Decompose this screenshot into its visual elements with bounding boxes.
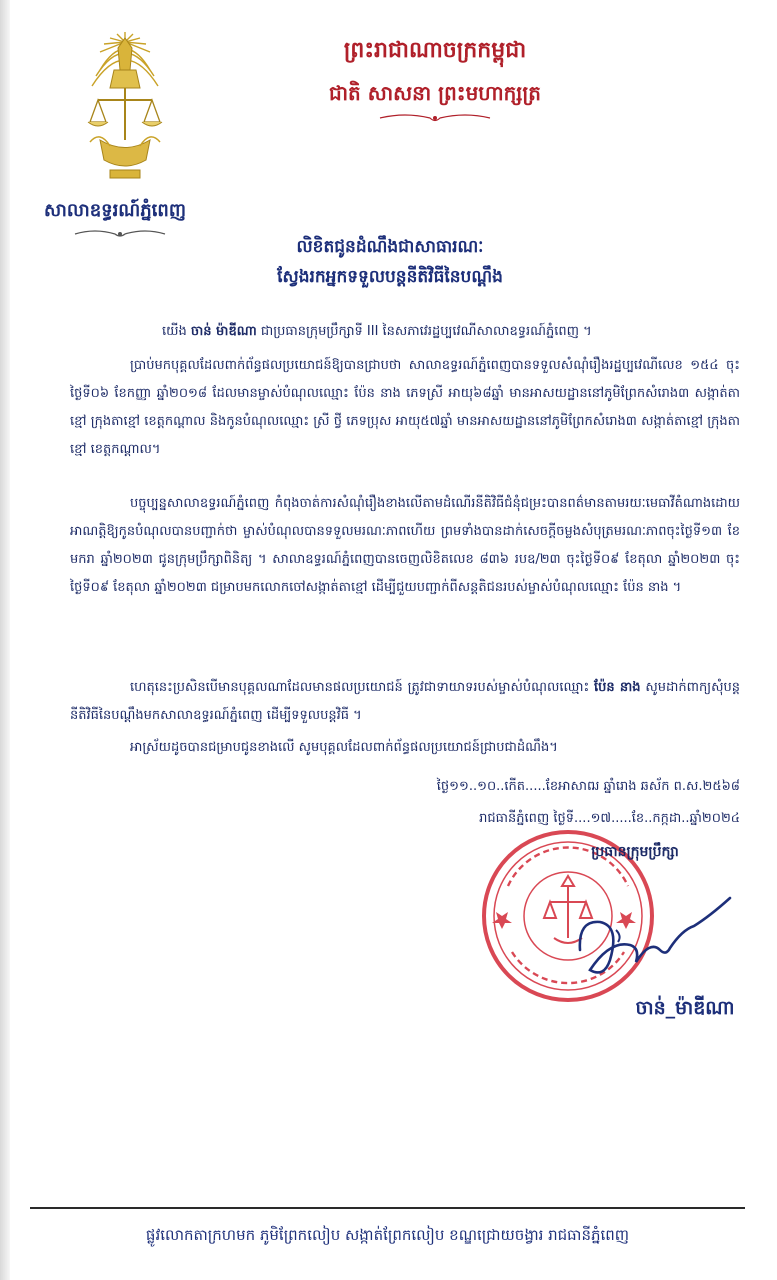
document-subject: ស្វែងរកអ្នកទទួលបន្តនីតិវិធីនៃបណ្ដឹង: [277, 267, 503, 287]
scan-edge: [0, 0, 10, 1280]
kingdom-header: ព្រះរាជាណាចក្រកម្ពុជា: [343, 38, 527, 63]
presiding-judge-name: ចាន់ ម៉ាឌីណា: [190, 324, 257, 339]
national-motto: ជាតិ សាសនា ព្រះមហាក្សត្រ: [329, 81, 541, 105]
document-title: លិខិតជូនដំណឹងជាសាធារណៈ: [296, 237, 484, 257]
footer-address: ផ្លូវលោកតាក្រហមក ភូមិព្រែកលៀប សង្កាត់ព្រែកលៀប ខណ្ឌជ្រោយចង្វារ រាជធានីភ្នំពេញ: [145, 1226, 630, 1244]
signer-position: ប្រធានក្រុមប្រឹក្សា: [591, 844, 679, 860]
request-post: សូមដាក់ពាក្យសុំបន្តនីតិវិធីនៃបណ្ដឹងមកសាលាឧទ្ធរណ៍ភ្នំពេញ ដើម្បីទទួលបន្តវិធី ។: [70, 680, 740, 723]
solar-date: រាជធានីភ្នំពេញ ថ្ងៃទី....១៧.....ខែ..កក្កដា..ឆ្នាំ២០២៤: [479, 811, 740, 826]
paragraph-request: [70, 674, 740, 730]
handwritten-signature-icon: [570, 890, 740, 990]
intro-prefix: យើង: [162, 324, 187, 339]
paragraph-intro: [70, 318, 740, 346]
lunar-date: ថ្ងៃ១១..១០..កើត.....ខែអាសាឍ ឆ្នាំរោង ឆស័ក ព.ស.២៥៦៨: [436, 779, 740, 794]
intro-rest: ជាប្រធានក្រុមប្រឹក្សាទី III នៃសភាវេរដ្ឋប្បវេណីសាលាឧទ្ធរណ៍ភ្នំពេញ ។: [256, 324, 592, 339]
paragraph-current-status: បច្ចុប្បន្នសាលាឧទ្ធរណ៍ភ្នំពេញ កំពុងចាត់ការសំណុំរឿងខាងលើតាមដំណើរនីតិវិធីជំនុំជម្រះបានពត៌មានតាមរយៈមេធាវីតំណាងដោយអាណត្តិឱ្យកូនបំណុលបានបញ្ជាក់ថា ម្ចាស់បំណុលបានទទួលមរណៈភាពហើយ ព្រមទាំងបានដាក់សេចក្តីចម្លងសំបុត្រមរណៈភាពចុះថ្ងៃទី១៣ ខែមករា ឆ្នាំ២០២៣ ជូនក្រុមប្រឹក្សាពិនិត្យ ។ សាលាឧទ្ធរណ៍ភ្នំពេញបានចេញលិខិតលេខ ៨៣៦ របឧ/២៣ ចុះថ្ងៃទី០៩ ខែតុលា ឆ្នាំ២០២៣ ចុះថ្ងៃទី០៩ ខែតុលា ឆ្នាំ២០២៣ ជម្រាបមកលោកចៅសង្កាត់តាខ្មៅ ដើម្បីជួយបញ្ជាក់ពីសន្តតិជនរបស់ម្ចាស់បំណុលឈ្មោះ ប៉ែន នាង ។: [70, 496, 740, 595]
creditor-name: ប៉ែន នាង: [594, 680, 641, 695]
paragraph-case-details: ប្រាប់មកបុគ្គលដែលពាក់ព័ន្ធផលប្រយោជន៍ឱ្យបានជ្រាបថា សាលាឧទ្ធរណ៍ភ្នំពេញបានទទួលសំណុំរឿងរដ្ឋប្បវេណីលេខ ១៥៤ ចុះថ្ងៃទី០៦ ខែកញ្ញា ឆ្នាំ២០១៨ ដែលមានម្ចាស់បំណុលឈ្មោះ ប៉ែន នាង ភេទស្រី អាយុ៦៨ឆ្នាំ មានអាសយដ្ឋាននៅភូមិព្រែកសំរោង៣ សង្កាត់តាខ្មៅ ក្រុងតាខ្មៅ ខេត្តកណ្ដាល និងកូនបំណុលឈ្មោះ ស្រី ថ្វី ភេទប្រុស អាយុ៥៧ឆ្នាំ មានអាសយដ្ឋាននៅភូមិព្រែកសំរោង៣ សង្កាត់តាខ្មៅ ក្រុងតាខ្មៅ ខេត្តកណ្ដាល។: [70, 358, 740, 457]
request-pre: ហេតុនេះប្រសិនបើមានបុគ្គលណាដែលមានផលប្រយោជន៍ ត្រូវជាទាយាទរបស់ម្ចាស់បំណុលឈ្មោះ: [130, 680, 595, 695]
court-emblem-icon: [70, 30, 180, 190]
ministry-name: សាលាឧទ្ធរណ៍ភ្នំពេញ: [44, 200, 186, 221]
motto-ornament-icon: [375, 112, 495, 124]
signer-name: ចាន់_ម៉ាឌីណា: [635, 997, 735, 1019]
footer-divider: [30, 1207, 745, 1209]
paragraph-closing: អាស្រ័យដូចបានជម្រាបជូនខាងលើ សូមបុគ្គលដែលពាក់ព័ន្ធផលប្រយោជន៍ជ្រាបជាដំណឹង។: [130, 740, 558, 755]
